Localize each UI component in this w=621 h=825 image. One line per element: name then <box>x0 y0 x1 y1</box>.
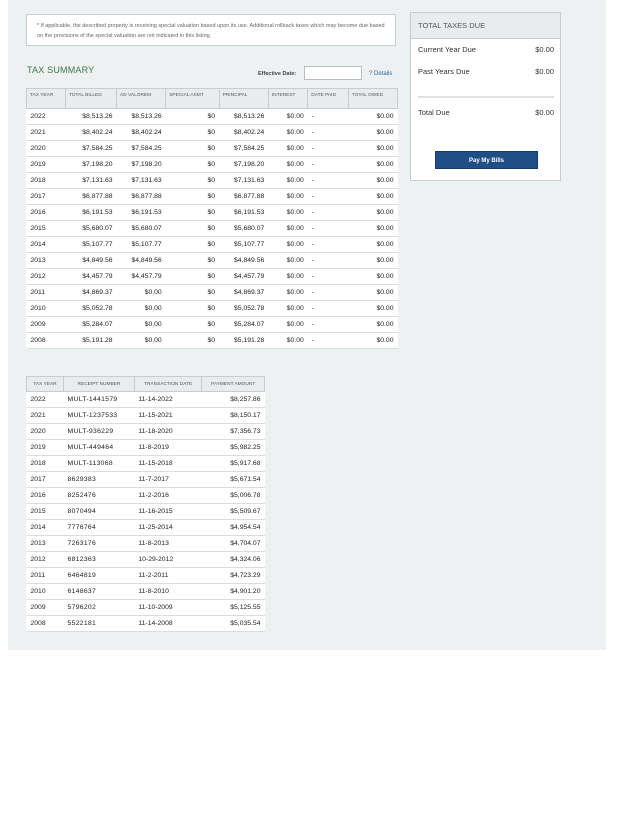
payment-history-header-row <box>27 377 265 392</box>
tax-year-cell: 2008 <box>27 333 66 349</box>
payment-cell: $5,006.78 <box>202 488 265 504</box>
payment-cell: $5,509.67 <box>202 504 265 520</box>
tax-summary-cell: $0 <box>166 269 219 285</box>
tax-summary-cell: $0.00 <box>268 317 308 333</box>
payment-row <box>27 552 265 568</box>
details-link[interactable]: ? Details <box>369 71 393 77</box>
receipt-number-link[interactable]: MULT-936229 <box>64 424 135 440</box>
tax-summary-column-header: DATE PAID <box>308 89 349 109</box>
payment-cell: $8,150.17 <box>202 408 265 424</box>
payment-row <box>27 424 265 440</box>
receipt-number-link[interactable]: 5796202 <box>64 600 135 616</box>
tax-summary-cell: $4,457.79 <box>117 269 166 285</box>
tax-year-cell: 2012 <box>27 269 66 285</box>
tax-summary-cell: $7,198.20 <box>65 157 116 173</box>
total-due-label: Total Due <box>418 108 450 117</box>
tax-summary-cell: $0.00 <box>268 237 308 253</box>
tax-summary-cell: $0.00 <box>348 253 397 269</box>
payment-cell: 11-7-2017 <box>134 472 201 488</box>
tax-summary-cell: $6,191.53 <box>65 205 116 221</box>
payment-cell: 11-8-2019 <box>134 440 201 456</box>
payment-row <box>27 504 265 520</box>
tax-summary-cell: $4,457.79 <box>65 269 116 285</box>
tax-summary-row <box>27 237 398 253</box>
tax-year-cell: 2017 <box>27 189 66 205</box>
tax-year-link[interactable]: 2022 <box>27 109 66 125</box>
receipt-number-link[interactable]: 5522181 <box>64 616 135 632</box>
tax-summary-cell: $0.00 <box>268 285 308 301</box>
tax-summary-cell: $8,402.24 <box>117 125 166 141</box>
payment-row <box>27 536 265 552</box>
tax-summary-cell: $0.00 <box>117 285 166 301</box>
payment-cell: 11-15-2018 <box>134 456 201 472</box>
tax-summary-cell: $7,584.25 <box>219 141 268 157</box>
tax-year-cell: 2013 <box>27 253 66 269</box>
receipt-number-link[interactable]: 6812363 <box>64 552 135 568</box>
payment-row <box>27 472 265 488</box>
tax-summary-cell: $8,513.26 <box>219 109 268 125</box>
past-years-due-label: Past Years Due <box>418 67 470 76</box>
payment-cell: $5,671.54 <box>202 472 265 488</box>
payment-cell: $4,723.29 <box>202 568 265 584</box>
tax-summary-cell: $6,877.88 <box>219 189 268 205</box>
tax-summary-cell: $0 <box>166 221 219 237</box>
tax-summary-column-header: INTEREST <box>268 89 308 109</box>
payment-row <box>27 568 265 584</box>
notice-text: * If applicable, the described property is receiving special valuation based upon its use. Additional rollback taxes which may become due based on the provisions of the special valuation are not indicated in this listing. <box>37 23 385 39</box>
tax-summary-cell: - <box>308 237 349 253</box>
tax-summary-cell: $5,191.28 <box>219 333 268 349</box>
receipt-number-link[interactable]: 6464819 <box>64 568 135 584</box>
tax-summary-cell: $0.00 <box>348 301 397 317</box>
receipt-number-link[interactable]: MULT-113068 <box>64 456 135 472</box>
tax-summary-row <box>27 317 398 333</box>
tax-summary-cell: - <box>308 269 349 285</box>
tax-summary-cell: - <box>308 317 349 333</box>
tax-summary-cell: $0.00 <box>268 125 308 141</box>
total-due-row <box>418 108 554 117</box>
payment-cell: $5,982.25 <box>202 440 265 456</box>
tax-summary-cell: $0.00 <box>348 141 397 157</box>
past-years-due-row <box>418 67 554 76</box>
tax-summary-cell: $0.00 <box>268 301 308 317</box>
tax-summary-cell: $0.00 <box>348 237 397 253</box>
tax-summary-cell: $0.00 <box>348 109 397 125</box>
tax-year-cell: 2016 <box>27 205 66 221</box>
payment-cell: 2022 <box>27 392 64 408</box>
payment-cell: $5,125.55 <box>202 600 265 616</box>
payment-row <box>27 616 265 632</box>
tax-summary-cell: $8,513.26 <box>117 109 166 125</box>
tax-summary-cell: $0.00 <box>348 173 397 189</box>
tax-summary-cell: - <box>308 205 349 221</box>
tax-summary-cell: $0.00 <box>268 333 308 349</box>
payment-cell: $4,704.07 <box>202 536 265 552</box>
payment-cell: $5,917.68 <box>202 456 265 472</box>
tax-summary-cell: - <box>308 301 349 317</box>
tax-year-link[interactable]: 2020 <box>27 141 66 157</box>
tax-summary-cell: $0.00 <box>348 317 397 333</box>
total-due-value: $0.00 <box>535 108 554 117</box>
tax-summary-cell: - <box>308 333 349 349</box>
payment-cell: 2010 <box>27 584 64 600</box>
payment-cell: 2018 <box>27 456 64 472</box>
payment-cell: $4,901.20 <box>202 584 265 600</box>
payment-cell: 2017 <box>27 472 64 488</box>
receipt-number-link[interactable]: 7263176 <box>64 536 135 552</box>
current-year-due-row <box>418 45 554 54</box>
tax-summary-row <box>27 173 398 189</box>
payment-cell: 2012 <box>27 552 64 568</box>
payment-cell: 10-29-2012 <box>134 552 201 568</box>
receipt-number-link[interactable]: MULT-1237533 <box>64 408 135 424</box>
tax-summary-cell: $0.00 <box>268 189 308 205</box>
tax-summary-cell: $4,849.56 <box>65 253 116 269</box>
payment-history-body <box>27 392 265 632</box>
tax-summary-cell: $7,584.25 <box>65 141 116 157</box>
totals-divider <box>418 96 554 98</box>
tax-summary-column-header: TOTAL OWED <box>348 89 397 109</box>
tax-summary-row <box>27 205 398 221</box>
tax-summary-column-header: AD VALOREM <box>117 89 166 109</box>
tax-summary-row <box>27 189 398 205</box>
payment-row <box>27 392 265 408</box>
tax-summary-cell: $4,869.37 <box>219 285 268 301</box>
tax-summary-cell: $0 <box>166 109 219 125</box>
tax-summary-title: TAX SUMMARY <box>27 65 95 75</box>
payment-cell: 11-8-2013 <box>134 536 201 552</box>
tax-summary-cell: $0.00 <box>117 317 166 333</box>
current-year-due-value: $0.00 <box>535 45 554 54</box>
tax-summary-cell: $6,877.88 <box>117 189 166 205</box>
total-taxes-due-box <box>410 12 561 181</box>
tax-summary-cell: - <box>308 173 349 189</box>
tax-summary-cell: $0.00 <box>268 173 308 189</box>
payment-cell: 11-25-2014 <box>134 520 201 536</box>
special-valuation-notice <box>26 14 396 46</box>
tax-summary-row <box>27 157 398 173</box>
payment-cell: 2013 <box>27 536 64 552</box>
tax-summary-cell: $0.00 <box>348 221 397 237</box>
tax-summary-cell: $0 <box>166 157 219 173</box>
payment-column-header: TAX YEAR <box>27 377 64 392</box>
tax-summary-cell: $5,052.78 <box>219 301 268 317</box>
payment-cell: 11-10-2009 <box>134 600 201 616</box>
tax-summary-cell: - <box>308 253 349 269</box>
tax-summary-cell: $0 <box>166 237 219 253</box>
payment-column-header: PAYMENT AMOUNT <box>202 377 265 392</box>
payment-row <box>27 456 265 472</box>
tax-summary-cell: $7,131.63 <box>65 173 116 189</box>
tax-summary-cell: $0 <box>166 253 219 269</box>
tax-summary-column-header: TOTAL BILLED <box>65 89 116 109</box>
tax-summary-cell: $0.00 <box>268 269 308 285</box>
tax-summary-cell: $0.00 <box>268 157 308 173</box>
tax-year-link[interactable]: 2019 <box>27 157 66 173</box>
tax-summary-cell: $5,107.77 <box>65 237 116 253</box>
tax-summary-cell: $6,877.88 <box>65 189 116 205</box>
tax-summary-cell: $8,402.24 <box>65 125 116 141</box>
tax-summary-row <box>27 125 398 141</box>
tax-summary-cell: $0 <box>166 301 219 317</box>
payment-cell: 2016 <box>27 488 64 504</box>
tax-summary-cell: $0.00 <box>268 109 308 125</box>
tax-summary-column-header: PRINCIPAL <box>219 89 268 109</box>
tax-summary-cell: $0.00 <box>348 189 397 205</box>
payment-row <box>27 488 265 504</box>
receipt-number-link[interactable]: 8629383 <box>64 472 135 488</box>
receipt-number-link[interactable]: 8252476 <box>64 488 135 504</box>
tax-summary-cell: $0.00 <box>348 157 397 173</box>
tax-summary-cell: $7,131.63 <box>117 173 166 189</box>
payment-cell: 2020 <box>27 424 64 440</box>
tax-summary-body <box>27 109 398 349</box>
tax-summary-cell: $5,680.07 <box>219 221 268 237</box>
tax-summary-table <box>26 88 398 349</box>
tax-summary-row <box>27 333 398 349</box>
tax-year-link[interactable]: 2021 <box>27 125 66 141</box>
tax-summary-row <box>27 221 398 237</box>
payment-cell: $8,257.86 <box>202 392 265 408</box>
tax-year-cell: 2011 <box>27 285 66 301</box>
payment-cell: 11-2-2011 <box>134 568 201 584</box>
payment-row <box>27 408 265 424</box>
tax-summary-cell: $5,107.77 <box>117 237 166 253</box>
effective-date-label: Effective Date: <box>258 71 297 77</box>
tax-summary-cell: - <box>308 285 349 301</box>
tax-summary-cell: $7,198.20 <box>219 157 268 173</box>
tax-summary-cell: $0.00 <box>348 205 397 221</box>
past-years-due-value: $0.00 <box>535 67 554 76</box>
payment-cell: 2015 <box>27 504 64 520</box>
payment-cell: 11-14-2008 <box>134 616 201 632</box>
payment-cell: 11-15-2021 <box>134 408 201 424</box>
payment-row <box>27 600 265 616</box>
tax-summary-cell: - <box>308 157 349 173</box>
tax-summary-cell: - <box>308 221 349 237</box>
payment-column-header: TRANSACTION DATE <box>134 377 201 392</box>
tax-summary-cell: $0 <box>166 125 219 141</box>
total-taxes-due-title: TOTAL TAXES DUE <box>411 13 560 39</box>
payment-cell: 2014 <box>27 520 64 536</box>
tax-summary-cell: - <box>308 109 349 125</box>
tax-summary-cell: $0.00 <box>348 125 397 141</box>
receipt-number-link[interactable]: MULT-1441579 <box>64 392 135 408</box>
payment-cell: 2019 <box>27 440 64 456</box>
tax-summary-cell: $5,107.77 <box>219 237 268 253</box>
tax-summary-cell: - <box>308 189 349 205</box>
receipt-number-link[interactable]: 8070494 <box>64 504 135 520</box>
tax-summary-cell: $0 <box>166 333 219 349</box>
tax-summary-cell: $4,869.37 <box>65 285 116 301</box>
tax-summary-cell: $6,191.53 <box>219 205 268 221</box>
tax-summary-cell: $4,457.79 <box>219 269 268 285</box>
tax-year-link[interactable]: 2018 <box>27 173 66 189</box>
tax-year-cell: 2009 <box>27 317 66 333</box>
tax-summary-cell: $5,284.07 <box>65 317 116 333</box>
tax-year-cell: 2014 <box>27 237 66 253</box>
tax-summary-cell: $0.00 <box>117 333 166 349</box>
tax-summary-row <box>27 109 398 125</box>
tax-summary-cell: $0.00 <box>268 221 308 237</box>
tax-summary-column-header: SPECIAL ASMT <box>166 89 219 109</box>
tax-summary-cell: $5,680.07 <box>117 221 166 237</box>
payment-row <box>27 440 265 456</box>
tax-summary-cell: $0.00 <box>117 301 166 317</box>
tax-summary-cell: $8,402.24 <box>219 125 268 141</box>
pay-my-bills-button[interactable]: Pay My Bills <box>435 151 538 169</box>
payment-row <box>27 584 265 600</box>
tax-summary-cell: $0 <box>166 205 219 221</box>
current-year-due-label: Current Year Due <box>418 45 476 54</box>
payment-cell: $7,356.73 <box>202 424 265 440</box>
payment-cell: $4,954.54 <box>202 520 265 536</box>
payment-history-table <box>26 376 265 632</box>
receipt-number-link[interactable]: 6148637 <box>64 584 135 600</box>
tax-summary-row <box>27 269 398 285</box>
tax-summary-cell: $0.00 <box>268 141 308 157</box>
tax-summary-cell: $0.00 <box>348 333 397 349</box>
tax-summary-cell: $4,849.56 <box>219 253 268 269</box>
tax-summary-cell: $6,191.53 <box>117 205 166 221</box>
tax-summary-cell: $0 <box>166 317 219 333</box>
tax-summary-cell: $0.00 <box>268 205 308 221</box>
payment-cell: 11-14-2022 <box>134 392 201 408</box>
tax-summary-row <box>27 253 398 269</box>
tax-summary-cell: $0 <box>166 141 219 157</box>
tax-year-cell: 2010 <box>27 301 66 317</box>
tax-summary-cell: $0.00 <box>348 285 397 301</box>
payment-cell: 2009 <box>27 600 64 616</box>
payment-cell: $5,035.54 <box>202 616 265 632</box>
payment-cell: 2011 <box>27 568 64 584</box>
payment-cell: 11-16-2015 <box>134 504 201 520</box>
payment-cell: $4,324.06 <box>202 552 265 568</box>
tax-summary-cell: $7,131.63 <box>219 173 268 189</box>
payment-cell: 2008 <box>27 616 64 632</box>
tax-summary-header-row <box>27 89 398 109</box>
payment-cell: 11-8-2010 <box>134 584 201 600</box>
tax-summary-column-header: TAX YEAR <box>27 89 66 109</box>
tax-summary-cell: - <box>308 141 349 157</box>
tax-summary-cell: $4,849.56 <box>117 253 166 269</box>
payment-cell: 11-18-2020 <box>134 424 201 440</box>
tax-summary-cell: $8,513.26 <box>65 109 116 125</box>
tax-summary-cell: $5,191.28 <box>65 333 116 349</box>
tax-summary-cell: $5,284.07 <box>219 317 268 333</box>
tax-summary-cell: $7,584.25 <box>117 141 166 157</box>
tax-summary-row <box>27 301 398 317</box>
tax-summary-cell: $0 <box>166 173 219 189</box>
receipt-number-link[interactable]: MULT-449464 <box>64 440 135 456</box>
payment-cell: 11-2-2016 <box>134 488 201 504</box>
tax-summary-cell: $0.00 <box>348 269 397 285</box>
effective-date-input[interactable] <box>304 66 362 80</box>
tax-summary-cell: - <box>308 125 349 141</box>
tax-summary-cell: $7,198.20 <box>117 157 166 173</box>
tax-summary-cell: $0 <box>166 285 219 301</box>
payment-cell: 2021 <box>27 408 64 424</box>
receipt-number-link[interactable]: 7776764 <box>64 520 135 536</box>
tax-summary-cell: $5,680.07 <box>65 221 116 237</box>
payment-row <box>27 520 265 536</box>
tax-summary-row <box>27 285 398 301</box>
payment-column-header: RECEIPT NUMBER <box>64 377 135 392</box>
tax-summary-cell: $5,052.78 <box>65 301 116 317</box>
tax-summary-row <box>27 141 398 157</box>
tax-year-cell: 2015 <box>27 221 66 237</box>
tax-summary-cell: $0.00 <box>268 253 308 269</box>
tax-summary-cell: $0 <box>166 189 219 205</box>
